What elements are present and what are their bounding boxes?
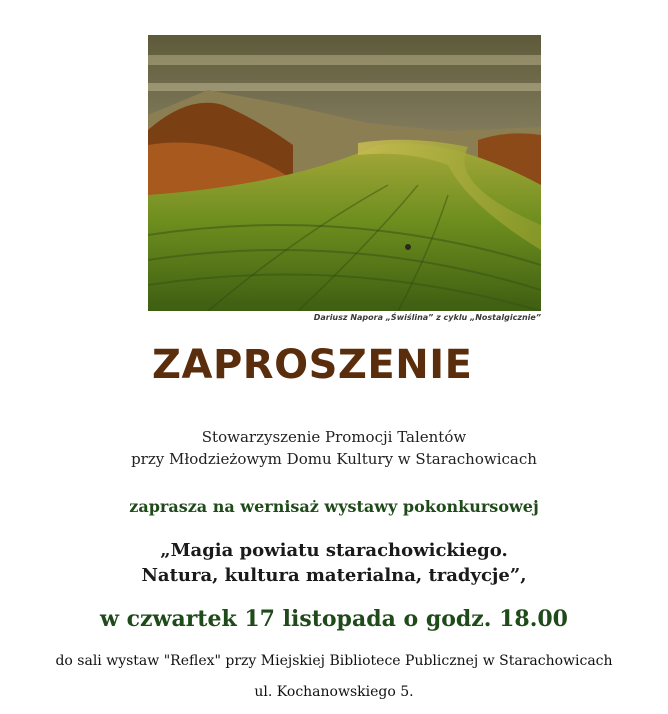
- page-title: ZAPROSZENIE: [152, 342, 473, 388]
- invitation-text: zaprasza na wernisaż wystawy pokonkursowej: [129, 497, 539, 516]
- organizer-line-2: przy Młodzieżowym Domu Kultury w Starachowicach: [131, 450, 537, 468]
- venue-line-1: do sali wystaw "Reflex" przy Miejskiej Bibliotece Publicznej w Starachowicach: [55, 653, 613, 669]
- photo-caption: Dariusz Napora „Świślina” z cyklu „Nostalgicznie”: [313, 313, 541, 322]
- exhibition-title-line-1: „Magia powiatu starachowickiego.: [160, 540, 508, 561]
- venue-address: ul. Kochanowskiego 5.: [254, 684, 414, 700]
- event-date-time: w czwartek 17 listopada o godz. 18.00: [100, 606, 568, 632]
- exhibition-title-line-2: Natura, kultura materialna, tradycje”,: [141, 565, 527, 586]
- landscape-photo: [148, 35, 541, 311]
- organizer-line-1: Stowarzyszenie Promocji Talentów: [201, 428, 467, 446]
